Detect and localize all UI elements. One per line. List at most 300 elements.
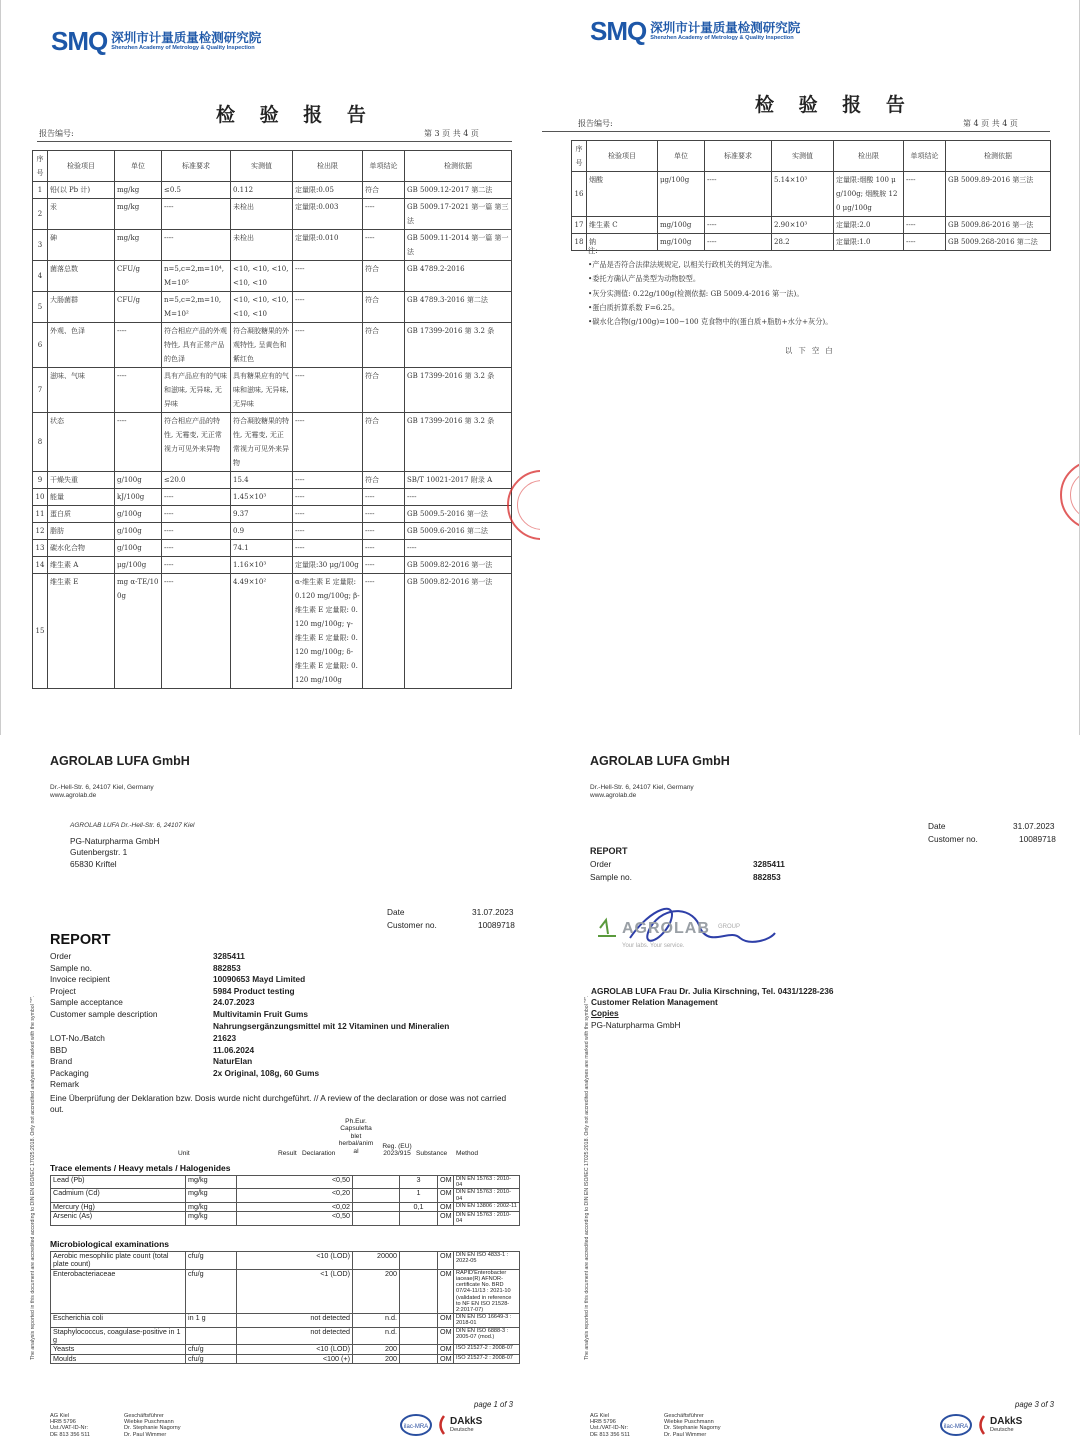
cell-req: n=5,c=2,m=10⁴,M=10⁵ (162, 261, 231, 292)
field-label: BBD (50, 1044, 68, 1055)
section-trace-elements: Trace elements / Heavy metals / Halogenides (50, 1163, 231, 1173)
dakks-mark-icon (436, 1414, 446, 1436)
cell-no: 2 (33, 199, 48, 230)
cell-unit: cfu/g (186, 1252, 237, 1270)
cell-pheur: 20000 (353, 1252, 400, 1270)
cell-unit: mg/kg (115, 230, 162, 261)
cell-lod: α-维生素 E 定量限: 0.120 mg/100g; β-维生素 E 定量限: 0.120 mg/100g; γ-维生素 E 定量限: 0.120 mg/100g; δ-维生素 E 定量限: 0.120 mg/100g (293, 574, 363, 689)
table-row (51, 1202, 520, 1211)
cn-report-page-3 (0, 0, 540, 735)
cell-lod: ---- (293, 323, 363, 368)
smq-mark: SMQ (51, 26, 108, 56)
cell-no: 14 (33, 557, 48, 574)
sender-line: AGROLAB LUFA Dr.-Hell-Str. 6, 24107 Kiel (70, 822, 195, 829)
cell-method: GB 5009.86-2016 第一法 (946, 217, 1051, 234)
smq-name-en: Shenzhen Academy of Metrology & Quality Inspection (650, 34, 794, 41)
cell-val: <10, <10, <10, <10, <10 (231, 261, 293, 292)
cell-unit (186, 1327, 237, 1345)
cell-val: 未检出 (231, 230, 293, 261)
test-results-table (571, 140, 1051, 251)
cell-sub: OM (438, 1252, 454, 1270)
contact-line: AGROLAB LUFA Frau Dr. Julia Kirschning, Tel. 0431/1228-236 (591, 986, 834, 996)
field-value: 10090653 Mayd Limited (213, 974, 306, 985)
cell-item: 滋味、气味 (48, 368, 115, 413)
cell-val: 具有糖果应有的气味和滋味, 无异味, 无异味 (231, 368, 293, 413)
cell-val: 4.49×10² (231, 574, 293, 689)
cell-unit: mg α-TE/100g (115, 574, 162, 689)
cell-reg: 3 (400, 1176, 438, 1189)
cell-res: ---- (904, 234, 946, 251)
cell-method: DIN EN ISO 4833-1 : 2022-05 (454, 1252, 520, 1270)
svg-text:ilac-MRA: ilac-MRA (403, 1424, 429, 1430)
cell-unit: mg/100g (658, 217, 705, 234)
cell-pheur: 200 (353, 1345, 400, 1354)
order-value: 3285411 (753, 859, 785, 869)
table-row (33, 230, 512, 261)
agrolab-report-page-1 (0, 740, 540, 1440)
cell-method: ISO 21527-2 : 2008-07 (454, 1354, 520, 1363)
table-row (51, 1314, 520, 1327)
field-row (50, 1033, 319, 1045)
cell-no: 16 (572, 172, 587, 217)
cell-method: GB 17399-2016 第 3.2 条 (405, 368, 512, 413)
header-cell: 检验项目 (587, 141, 658, 172)
cell-item: 烟酸 (587, 172, 658, 217)
cell-unit: ---- (115, 413, 162, 472)
cell-method: ---- (405, 489, 512, 506)
footer-registration: AG Kiel HRB 5796 Ust./VAT-ID-Nr: DE 813 356 511 (590, 1413, 631, 1438)
cell-reg (400, 1269, 438, 1313)
field-label: Remark (50, 1079, 80, 1090)
cell-val: 28.2 (772, 234, 834, 251)
cell-result: <0,50 (237, 1176, 353, 1189)
note-line: •委托方确认产品类型为动物胶型。 (588, 274, 701, 284)
cell-req: ---- (705, 172, 772, 217)
cell-res: 符合 (363, 368, 405, 413)
customer-no-value: 10089718 (478, 920, 515, 930)
col-result: Result (278, 1150, 297, 1157)
company-name: AGROLAB LUFA GmbH (590, 754, 730, 768)
cell-name: Lead (Pb) (51, 1176, 186, 1189)
page-indicator: 第 4 页 共 4 页 (963, 119, 1018, 128)
table-row (33, 506, 512, 523)
cell-res: 符合 (363, 323, 405, 368)
contact-role: Customer Relation Management (591, 997, 718, 1007)
agrolab-logo-with-signature (590, 898, 790, 968)
cell-name: Yeasts (51, 1345, 186, 1354)
table-row (51, 1327, 520, 1345)
cell-result: <0,20 (237, 1189, 353, 1202)
col-pheur: Ph.Eur. Capsulefta blet herbal/anim al (338, 1118, 374, 1155)
field-row (50, 986, 449, 998)
cell-result: not detected (237, 1327, 353, 1345)
field-row (50, 963, 449, 975)
cell-val: 1.16×10³ (231, 557, 293, 574)
cell-sub: OM (438, 1345, 454, 1354)
cell-no: 7 (33, 368, 48, 413)
cell-req: ---- (705, 234, 772, 251)
field-label: Packaging (50, 1067, 89, 1078)
cell-method: GB 5009.5-2016 第一法 (405, 506, 512, 523)
cell-pheur: n.d. (353, 1327, 400, 1345)
dakks-label: DAkkS (990, 1416, 1023, 1428)
cell-result: not detected (237, 1314, 353, 1327)
svg-text:ilac-MRA: ilac-MRA (943, 1424, 969, 1430)
company-website: www.agrolab.de (50, 792, 97, 799)
cell-lod: ---- (293, 292, 363, 323)
cn-report-page-4 (540, 0, 1080, 735)
field-label: Brand (50, 1056, 73, 1067)
page-number: page 3 of 3 (1015, 1400, 1055, 1409)
cell-name: Escherichia coli (51, 1314, 186, 1327)
cell-name: Staphylococcus, coagulase-positive in 1 g (51, 1327, 186, 1345)
cell-res: 符合 (363, 472, 405, 489)
field-value: 3285411 (213, 951, 245, 961)
cell-method: ISO 21527-2 : 2008-07 (454, 1345, 520, 1354)
cell-no: 1 (33, 182, 48, 199)
cell-item: 干燥失重 (48, 472, 115, 489)
table-row (33, 182, 512, 199)
report-heading: REPORT (50, 932, 111, 948)
cell-name: Cadmium (Cd) (51, 1189, 186, 1202)
cell-sub: OM (438, 1189, 454, 1202)
cell-lod: ---- (293, 540, 363, 557)
cell-val: 符合凝胶糖果的外观特性, 呈黄色和紫红色 (231, 323, 293, 368)
recipient-name: PG-Naturpharma GmbH (70, 836, 160, 846)
cell-res: ---- (363, 540, 405, 557)
cell-res: ---- (363, 506, 405, 523)
field-label: Customer sample description (50, 1008, 158, 1019)
cell-unit: mg/kg (186, 1202, 237, 1211)
cell-unit: mg/kg (115, 199, 162, 230)
cell-item: 外观、色泽 (48, 323, 115, 368)
header-cell: 单项结论 (363, 151, 405, 182)
cell-no: 8 (33, 413, 48, 472)
table-row (51, 1354, 520, 1363)
cell-req: n=5,c=2,m=10,M=10² (162, 292, 231, 323)
cell-unit: ---- (115, 323, 162, 368)
cell-unit: g/100g (115, 506, 162, 523)
field-value: 24.07.2023 (213, 997, 255, 1008)
cell-method: GB 5009.12-2017 第二法 (405, 182, 512, 199)
table-row (33, 540, 512, 557)
cell-res: ---- (363, 574, 405, 689)
cell-result: <100 (+) (237, 1354, 353, 1363)
report-title: 检 验 报 告 (216, 104, 375, 126)
agrolab-logo-text: AGROLAB (622, 920, 710, 937)
header-cell: 序号 (33, 151, 48, 182)
cell-res: ---- (363, 523, 405, 540)
cell-unit: ---- (115, 368, 162, 413)
cell-result: <10 (LOD) (237, 1345, 353, 1354)
note-line: •碳水化合物(g/100g)=100−100 克食物中的(蛋白质+脂肪+水分+灰分)。 (588, 317, 833, 327)
field-label: LOT-No./Batch (50, 1033, 105, 1043)
cell-req: 符合相应产品的特性, 无霉变, 无正常视力可见外来异物 (162, 413, 231, 472)
header-cell: 实测值 (772, 141, 834, 172)
cell-method: GB 5009.82-2016 第一法 (405, 574, 512, 689)
cell-method: SB/T 10021-2017 附录 A (405, 472, 512, 489)
cell-item: 碳水化合物 (48, 540, 115, 557)
smq-logo (590, 18, 800, 44)
header-cell: 单项结论 (904, 141, 946, 172)
cell-no: 11 (33, 506, 48, 523)
sample-no-label: Sample no. (590, 872, 632, 882)
field-row (50, 997, 449, 1009)
cell-lod: ---- (293, 368, 363, 413)
cell-method: GB 5009.6-2016 第二法 (405, 523, 512, 540)
header-cell: 检测依据 (946, 141, 1051, 172)
cell-unit: mg/kg (186, 1189, 237, 1202)
table-row (33, 261, 512, 292)
field-value: Multivitamin Fruit Gums (213, 1008, 308, 1019)
company-name: AGROLAB LUFA GmbH (50, 754, 190, 768)
cell-item: 能量 (48, 489, 115, 506)
cell-method: DIN EN 15763 : 2010-04 (454, 1212, 520, 1225)
table-row (51, 1252, 520, 1270)
field-row (50, 974, 449, 986)
cell-unit: kJ/100g (115, 489, 162, 506)
accreditation-badges (400, 1414, 482, 1436)
date-value: 31.07.2023 (472, 907, 514, 917)
header-cell: 检出限 (293, 151, 363, 182)
cell-sub: OM (438, 1314, 454, 1327)
cell-lod: ---- (293, 489, 363, 506)
cell-item: 维生素 A (48, 557, 115, 574)
company-website: www.agrolab.de (590, 792, 637, 799)
table-row (33, 199, 512, 230)
cell-no: 12 (33, 523, 48, 540)
table-row (33, 323, 512, 368)
cell-req: ---- (162, 540, 231, 557)
header-cell: 实测值 (231, 151, 293, 182)
cell-unit: g/100g (115, 523, 162, 540)
cell-sub: OM (438, 1202, 454, 1211)
cell-pheur (353, 1212, 400, 1225)
field-value: 5984 Product testing (213, 985, 295, 996)
cell-res: 符合 (363, 261, 405, 292)
field-label: Sample no. (50, 962, 92, 973)
cell-res: 符合 (363, 413, 405, 472)
footer-management: Geschäftsführer Wiebke Puschmann Dr. Stephanie Nagorny Dr. Paul Wimmer (664, 1413, 721, 1438)
cell-method: GB 4789.2-2016 (405, 261, 512, 292)
table-row (51, 1212, 520, 1225)
field-label: Invoice recipient (50, 974, 110, 985)
table-header-row (33, 151, 512, 182)
cell-method: DIN EN ISO 6888-3 : 2005-07 (mod.) (454, 1327, 520, 1345)
cell-lod: 定量限:烟酸 100 μg/100g; 烟酰胺 120 μg/100g (834, 172, 904, 217)
accreditation-badges (940, 1414, 1022, 1436)
remark-text: Eine Überprüfung der Deklaration bzw. Dosis wurde nicht durchgeführt. // A review of the declaration or dose was not carried out. (50, 1093, 507, 1114)
cell-item: 状态 (48, 413, 115, 472)
cell-req: ---- (162, 574, 231, 689)
cell-item: 维生素 C (587, 217, 658, 234)
customer-no-value: 10089718 (1019, 834, 1056, 844)
note-line: •产品是否符合法律法规规定, 以相关行政机关的判定为准。 (588, 260, 777, 270)
cell-unit: in 1 g (186, 1314, 237, 1327)
cell-unit: g/100g (115, 472, 162, 489)
ilac-mra-icon (940, 1414, 972, 1436)
header-cell: 单位 (115, 151, 162, 182)
cell-no: 10 (33, 489, 48, 506)
cell-val: 74.1 (231, 540, 293, 557)
header-cell: 序号 (572, 141, 587, 172)
cell-lod: ---- (293, 261, 363, 292)
ilac-mra-icon (400, 1414, 432, 1436)
customer-no-label: Customer no. (387, 920, 437, 930)
dakks-mark-icon (976, 1414, 986, 1436)
cell-res: 符合 (363, 292, 405, 323)
field-row (50, 1079, 319, 1091)
test-results-table (32, 150, 512, 689)
smq-logo (51, 28, 261, 54)
sample-no-value: 882853 (753, 872, 781, 882)
table-row (572, 217, 1051, 234)
cell-reg (400, 1327, 438, 1345)
report-notes (588, 244, 832, 329)
report-number-label: 报告编号: (578, 119, 613, 128)
cell-lod: 定量限:30 μg/100g (293, 557, 363, 574)
table-row (51, 1189, 520, 1202)
cell-res: ---- (363, 557, 405, 574)
cell-item: 大肠菌群 (48, 292, 115, 323)
cell-item: 钠 (587, 234, 658, 251)
copies-label: Copies (591, 1008, 619, 1018)
cell-req: ---- (162, 523, 231, 540)
cell-pheur (353, 1176, 400, 1189)
field-row (50, 1009, 449, 1021)
table-row (572, 172, 1051, 217)
cell-reg (400, 1354, 438, 1363)
cell-lod: 定量限:0.010 (293, 230, 363, 261)
cell-val: 1.45×10³ (231, 489, 293, 506)
cell-name: Moulds (51, 1354, 186, 1363)
trace-elements-table (50, 1175, 520, 1226)
report-heading: REPORT (590, 846, 628, 856)
cell-unit: CFU/g (115, 261, 162, 292)
cell-unit: mg/kg (186, 1212, 237, 1225)
cell-item: 铅(以 Pb 计) (48, 182, 115, 199)
cell-val: 0.9 (231, 523, 293, 540)
cell-sub: OM (438, 1212, 454, 1225)
cell-result: <10 (LOD) (237, 1252, 353, 1270)
note-line: •灰分实测值: 0.22g/100g(检测依据: GB 5009.4-2016 第一法)。 (588, 288, 804, 298)
cell-reg: 1 (400, 1189, 438, 1202)
cell-name: Enterobacteriaceae (51, 1269, 186, 1313)
note-line: •蛋白质折算系数 F=6.25。 (588, 302, 680, 312)
cell-lod: 定量限:1.0 (834, 234, 904, 251)
cell-req: ---- (162, 199, 231, 230)
cell-item: 菌落总数 (48, 261, 115, 292)
table-row (33, 368, 512, 413)
sample-fields (50, 1033, 319, 1091)
cell-sub: OM (438, 1176, 454, 1189)
date-label: Date (928, 821, 946, 831)
cell-reg: 0,1 (400, 1202, 438, 1211)
cell-req: 符合相应产品的外观特性, 具有正常产品的色泽 (162, 323, 231, 368)
cell-unit: g/100g (115, 540, 162, 557)
smq-name-en: Shenzhen Academy of Metrology & Quality Inspection (111, 44, 255, 51)
smq-mark: SMQ (590, 16, 647, 46)
col-substance: Substance (416, 1150, 448, 1157)
dakks-sub: Deutsche (990, 1427, 1014, 1434)
date-label: Date (387, 907, 405, 917)
header-rule (542, 131, 1050, 132)
cell-method: GB 4789.3-2016 第二法 (405, 292, 512, 323)
cell-res: 符合 (363, 182, 405, 199)
section-microbiological: Microbiological examinations (50, 1239, 170, 1249)
cell-unit: μg/100g (115, 557, 162, 574)
header-cell: 检出限 (834, 141, 904, 172)
cell-val: 0.112 (231, 182, 293, 199)
cell-method: RAPID'Enterobacter iaceae(R) AFNOR-certificate No. BRD 07/24-11/13 : 2021-10 (validated in reference to NF EN ISO 21528-2:2017-07) (454, 1269, 520, 1313)
company-address: Dr.-Hell-Str. 6, 24107 Kiel, Germany (50, 784, 154, 791)
cell-val: 15.4 (231, 472, 293, 489)
cell-pheur: n.d. (353, 1314, 400, 1327)
table-row (51, 1345, 520, 1354)
cell-item: 汞 (48, 199, 115, 230)
field-label: Sample acceptance (50, 997, 123, 1008)
cell-item: 维生素 E (48, 574, 115, 689)
cell-res: ---- (363, 230, 405, 261)
cell-no: 3 (33, 230, 48, 261)
field-row (50, 1021, 449, 1033)
recipient-street: Gutenbergstr. 1 (70, 847, 128, 858)
cell-val: 未检出 (231, 199, 293, 230)
col-unit: Unit (178, 1150, 190, 1157)
cell-method: ---- (405, 540, 512, 557)
table-header-row (572, 141, 1051, 172)
col-reg: Reg. (EU) 2023/915 (382, 1143, 412, 1158)
cell-name: Mercury (Hg) (51, 1202, 186, 1211)
cell-method: GB 17399-2016 第 3.2 条 (405, 323, 512, 368)
cell-reg (400, 1345, 438, 1354)
cell-method: DIN EN ISO 16649-3 : 2018-01 (454, 1314, 520, 1327)
table-row (33, 489, 512, 506)
cell-no: 15 (33, 574, 48, 689)
cell-result: <1 (LOD) (237, 1269, 353, 1313)
field-value: NaturElan (213, 1056, 253, 1067)
cell-method: DIN EN 13806 : 2002-11 (454, 1202, 520, 1211)
accreditation-note: The analysis reported in this document are accredited according to DIN EN ISO/IEC 17025:2018. Only not accredited analyses are marked with the symbol "*". (584, 995, 590, 1360)
header-cell: 检测依据 (405, 151, 512, 182)
cell-req: ---- (162, 230, 231, 261)
cell-name: Arsenic (As) (51, 1212, 186, 1225)
cell-val: 9.37 (231, 506, 293, 523)
cell-lod: ---- (293, 506, 363, 523)
cell-unit: mg/100g (658, 234, 705, 251)
col-declaration: Declaration (302, 1150, 336, 1157)
cell-req: ≤0.5 (162, 182, 231, 199)
cell-lod: ---- (293, 472, 363, 489)
cell-req: 具有产品应有的气味和滋味, 无异味, 无异味 (162, 368, 231, 413)
cell-req: ---- (705, 217, 772, 234)
cell-reg (400, 1252, 438, 1270)
cell-no: 4 (33, 261, 48, 292)
cell-lod: ---- (293, 413, 363, 472)
cell-method: GB 5009.89-2016 第三法 (946, 172, 1051, 217)
agrolab-logo-group: GROUP (718, 924, 741, 930)
cell-reg (400, 1314, 438, 1327)
cell-item: 砷 (48, 230, 115, 261)
red-seal-stamp (1060, 460, 1080, 530)
page-number: page 1 of 3 (474, 1400, 514, 1409)
cell-method: GB 5009.11-2014 第一篇 第一法 (405, 230, 512, 261)
cell-result: <0,02 (237, 1202, 353, 1211)
report-fields (50, 951, 449, 1032)
cell-method: GB 5009.82-2016 第一法 (405, 557, 512, 574)
agrolab-report-page-3 (540, 740, 1080, 1440)
date-value: 31.07.2023 (1013, 821, 1055, 831)
